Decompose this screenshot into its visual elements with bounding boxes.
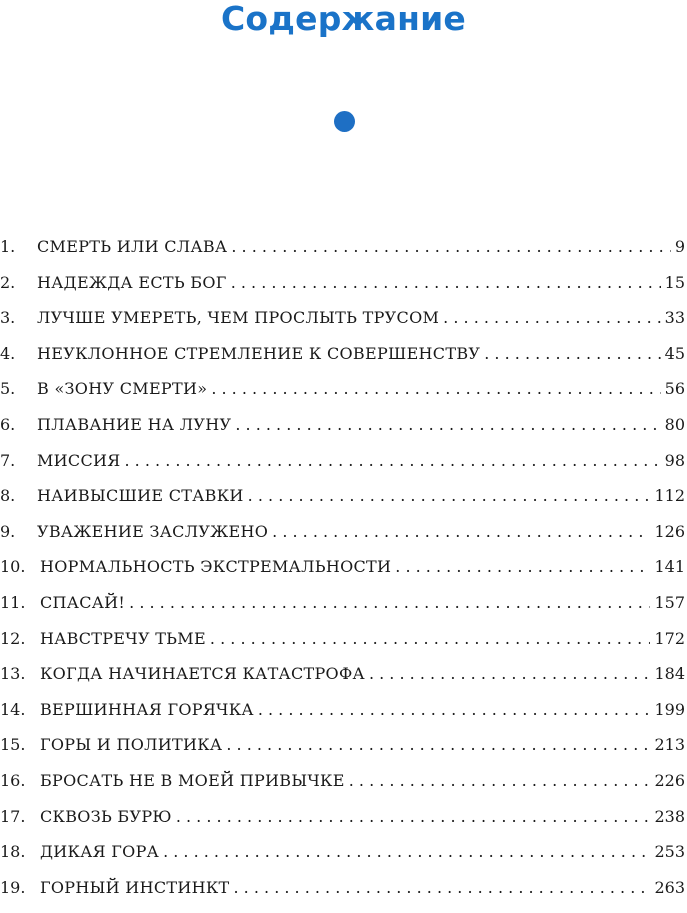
toc-entry[interactable] <box>0 273 687 309</box>
toc-entry[interactable] <box>0 415 687 451</box>
decorative-dot-icon <box>334 111 355 132</box>
toc-entry-page-number: 80 <box>664 414 685 434</box>
toc-entry-page-number: 157 <box>654 592 685 612</box>
toc-dot-leader <box>176 807 651 826</box>
toc-entry-number: 8. <box>0 486 16 506</box>
toc-dot-leader <box>395 557 650 576</box>
toc-entry-number: 18. <box>0 842 26 862</box>
toc-dot-leader <box>211 379 660 398</box>
toc-entry-page-number: 238 <box>654 806 685 826</box>
toc-entry-title: НОРМАЛЬНОСТЬ ЭКСТРЕМАЛЬНОСТИ <box>40 557 392 577</box>
toc-entry[interactable] <box>0 664 687 700</box>
toc-entry-number: 2. <box>0 272 16 292</box>
toc-dot-leader <box>129 593 650 612</box>
toc-entry[interactable] <box>0 522 687 558</box>
toc-entry-number: 4. <box>0 343 16 363</box>
toc-entry[interactable] <box>0 344 687 380</box>
toc-dot-leader <box>226 735 650 754</box>
toc-entry[interactable] <box>0 486 687 522</box>
toc-entry-page-number: 172 <box>654 628 685 648</box>
toc-entry-page-number: 56 <box>664 379 685 399</box>
toc-entry-title: ГОРНЫЙ ИНСТИНКТ <box>40 877 230 897</box>
toc-entry-number: 9. <box>0 521 16 541</box>
toc-entry-title: ВЕРШИННАЯ ГОРЯЧКА <box>40 699 254 719</box>
toc-entry-number: 12. <box>0 628 26 648</box>
toc-entry-title: СКВОЗЬ БУРЮ <box>40 806 172 826</box>
toc-entry-number: 17. <box>0 806 26 826</box>
toc-entry-page-number: 112 <box>654 486 685 506</box>
toc-entry-number: 1. <box>0 237 16 256</box>
toc-entry-number: 13. <box>0 664 26 684</box>
toc-entry-title: ДИКАЯ ГОРА <box>40 842 160 862</box>
toc-dot-leader <box>258 700 651 719</box>
toc-entry-title: НАИВЫСШИЕ СТАВКИ <box>37 486 244 506</box>
toc-dot-leader <box>248 486 651 505</box>
toc-entry-title: БРОСАТЬ НЕ В МОЕЙ ПРИВЫЧКЕ <box>40 770 345 790</box>
toc-entry[interactable] <box>0 735 687 771</box>
toc-entry-title: СПАСАЙ! <box>40 592 126 612</box>
toc-entry-number: 7. <box>0 450 16 470</box>
toc-entry-page-number: 98 <box>664 450 685 470</box>
toc-dot-leader <box>210 629 651 648</box>
toc-entry[interactable] <box>0 878 687 913</box>
toc-entry-page-number: 184 <box>654 664 685 684</box>
toc-entry-title: В «ЗОНУ СМЕРТИ» <box>37 379 208 399</box>
toc-entry-title: СМЕРТЬ ИЛИ СЛАВА <box>37 237 228 256</box>
toc-dot-leader <box>231 273 661 292</box>
toc-entry[interactable] <box>0 700 687 736</box>
toc-dot-leader <box>443 308 660 327</box>
toc-entry-title: ПЛАВАНИЕ НА ЛУНУ <box>37 414 232 434</box>
toc-entry[interactable] <box>0 237 687 273</box>
toc-dot-leader <box>125 451 661 470</box>
toc-entry-number: 3. <box>0 308 16 328</box>
toc-entry[interactable] <box>0 629 687 665</box>
toc-entry-number: 15. <box>0 735 26 755</box>
toc-entry[interactable] <box>0 842 687 878</box>
toc-dot-leader <box>235 415 660 434</box>
toc-entry-number: 19. <box>0 877 26 897</box>
toc-entry-page-number: 199 <box>654 699 685 719</box>
toc-entry-page-number: 33 <box>664 308 685 328</box>
toc-entry-page-number: 141 <box>654 557 685 577</box>
toc-entry-title: НАВСТРЕЧУ ТЬМЕ <box>40 628 206 648</box>
toc-entry-title: НЕУКЛОННОЕ СТРЕМЛЕНИЕ К СОВЕРШЕНСТВУ <box>37 343 481 363</box>
toc-entry[interactable] <box>0 451 687 487</box>
toc-entry-title: КОГДА НАЧИНАЕТСЯ КАТАСТРОФА <box>40 664 365 684</box>
toc-entry-title: НАДЕЖДА ЕСТЬ БОГ <box>37 272 227 292</box>
table-of-contents <box>0 237 687 913</box>
toc-entry-number: 5. <box>0 379 16 399</box>
toc-entry[interactable] <box>0 308 687 344</box>
page-title: Содержание <box>221 0 466 38</box>
toc-entry-page-number: 253 <box>654 842 685 862</box>
toc-entry-title: ЛУЧШЕ УМЕРЕТЬ, ЧЕМ ПРОСЛЫТЬ ТРУСОМ <box>37 308 440 328</box>
toc-entry-title: УВАЖЕНИЕ ЗАСЛУЖЕНО <box>37 521 269 541</box>
toc-entry-number: 14. <box>0 699 26 719</box>
toc-entry[interactable] <box>0 593 687 629</box>
toc-entry[interactable] <box>0 771 687 807</box>
toc-entry-page-number: 263 <box>654 877 685 897</box>
toc-entry-page-number: 9 <box>674 237 685 256</box>
toc-entry[interactable] <box>0 557 687 593</box>
toc-entry-title: МИССИЯ <box>37 450 121 470</box>
toc-entry-page-number: 126 <box>654 521 685 541</box>
toc-entry-page-number: 226 <box>654 770 685 790</box>
toc-dot-leader <box>349 771 651 790</box>
toc-dot-leader <box>484 344 660 363</box>
toc-entry[interactable] <box>0 379 687 415</box>
toc-dot-leader <box>369 664 651 683</box>
toc-entry-title: ГОРЫ И ПОЛИТИКА <box>40 735 223 755</box>
toc-entry-number: 16. <box>0 770 26 790</box>
toc-entry-page-number: 45 <box>664 343 685 363</box>
toc-dot-leader <box>163 842 650 861</box>
toc-entry-number: 6. <box>0 414 16 434</box>
toc-dot-leader <box>231 237 670 256</box>
toc-entry-page-number: 213 <box>654 735 685 755</box>
toc-entry-page-number: 15 <box>664 272 685 292</box>
toc-entry-number: 11. <box>0 592 26 612</box>
toc-dot-leader <box>272 522 650 541</box>
toc-entry-number: 10. <box>0 557 26 577</box>
toc-entry[interactable] <box>0 807 687 843</box>
